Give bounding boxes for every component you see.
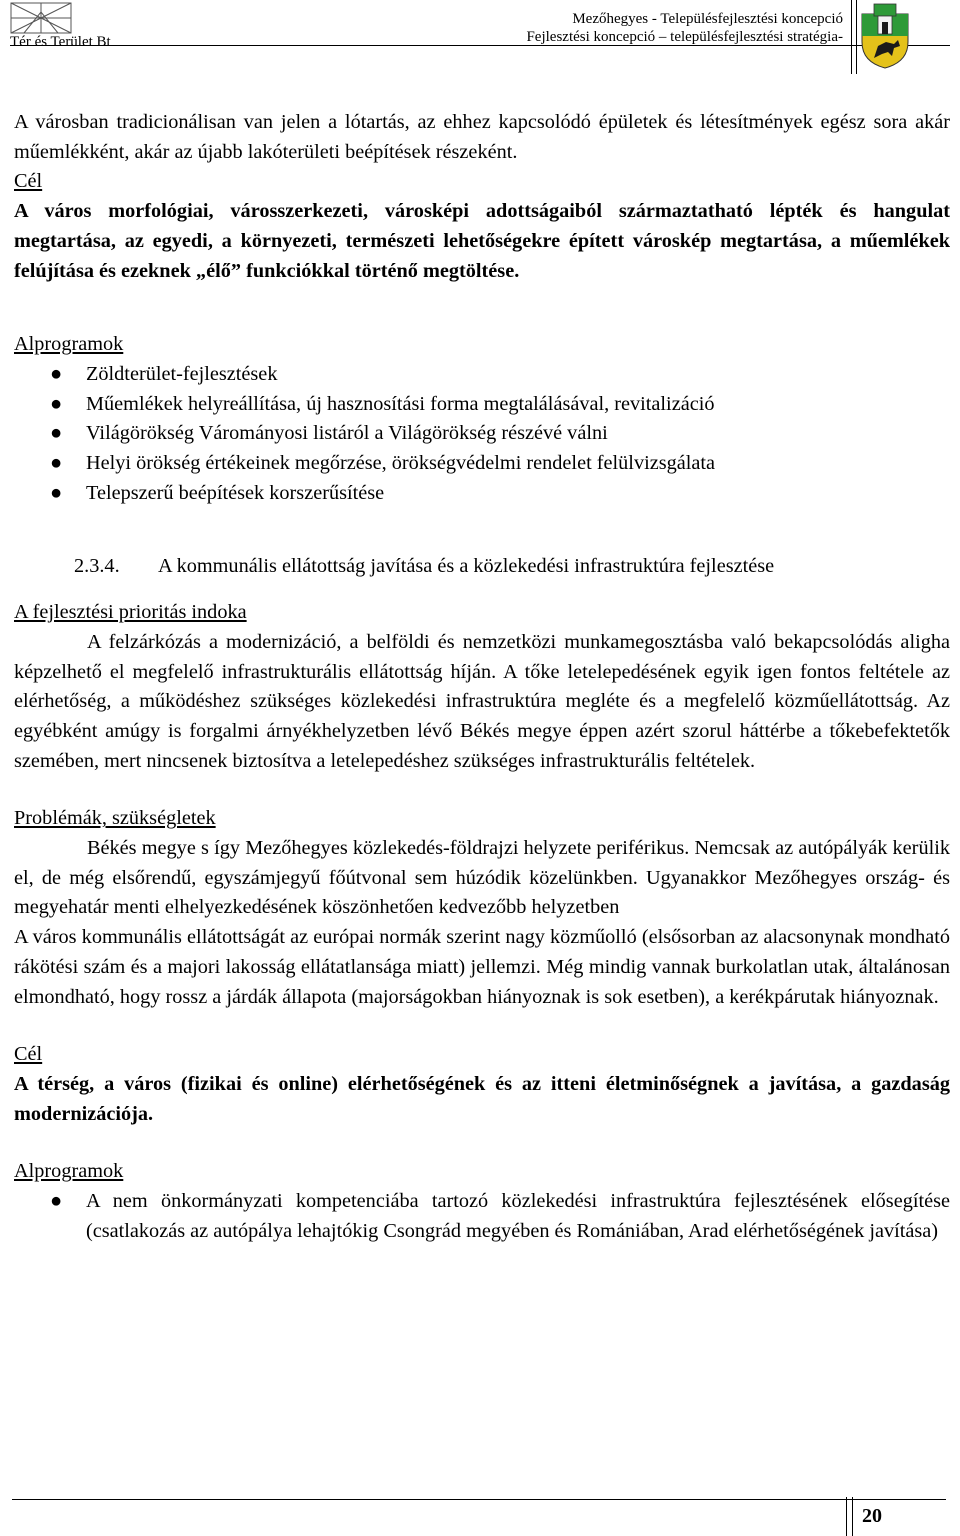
problems-paragraph-1: Békés megye s így Mezőhegyes közlekedés-földrajzi helyzete periférikus. Nemcsak az autópályák kerülik el, de még elsőrendű, egyszámjegyű főútvonal sem húzódik közelünkben. Ugyanakkor Mezőhegyes ország- és megyehatár menti elhelyezkedésének köszönhetően kedvezőbb helyzetben — [14, 837, 950, 919]
header-divider — [856, 0, 857, 74]
footer-divider — [852, 1497, 853, 1536]
goal-label: Cél — [14, 170, 43, 193]
list-item: ● Zöldterület-fejlesztések — [14, 360, 950, 390]
goal-label: Cél — [14, 1043, 43, 1066]
header-rule — [10, 45, 950, 46]
company-name: Tér és Terület Bt — [10, 34, 111, 50]
page-number: 20 — [862, 1505, 882, 1527]
bullet-icon: ● — [50, 481, 63, 504]
page-content — [14, 108, 950, 1247]
bullet-icon: ● — [50, 452, 63, 475]
document-title-line1: Mezőhegyes - Településfejlesztési koncepció — [572, 11, 843, 27]
page-footer — [0, 1497, 960, 1536]
goal-text: A térség, a város (fizikai és online) elérhetőségének és az itteni életminőségnek a javítása, a gazdaság modernizációja. — [14, 1072, 950, 1125]
list-item: ● Világörökség Várományosi listáról a Világörökség részévé válni — [14, 419, 950, 449]
intro-paragraph: A városban tradicionálisan van jelen a lótartás, az ehhez kapcsolódó épületek és létesítmények egész sora akár műemlékként, akár az újabb lakóterületi beépítések részeként. — [14, 111, 950, 163]
subprogram-list — [14, 360, 950, 509]
subprograms-label: Alprogramok — [14, 333, 124, 356]
subprogram-list — [14, 1187, 950, 1246]
document-title-line2: Fejlesztési koncepció – településfejlesztési stratégia- — [526, 29, 843, 45]
document-title — [526, 10, 843, 46]
section-title: A kommunális ellátottság javítása és a közlekedési infrastruktúra fejlesztése — [158, 555, 775, 578]
bullet-icon: ● — [50, 392, 63, 415]
problems-label: Problémák, szükségletek — [14, 807, 216, 830]
section-heading — [14, 552, 950, 582]
problems-paragraph-2: A város kommunális ellátottságát az európai normák szerint nagy közműolló (elsősorban az alacsonynak mondható rákötési szám és a majori lakosság ellátatlansága miatt) jellemzi. Még mindig vannak burkolatlan utak, általánosan elmondható, hogy rossz a járdák állapota (majorságokban hiányoznak is sok esetben), a kerékpárutak hiányoznak. — [14, 926, 950, 1008]
subprograms-label: Alprogramok — [14, 1160, 124, 1183]
town-crest-icon — [860, 2, 910, 70]
list-item: ● Telepszerű beépítések korszerűsítése — [14, 479, 950, 509]
bullet-icon: ● — [50, 1190, 63, 1213]
bullet-icon: ● — [50, 422, 63, 445]
list-item: ● Műemlékek helyreállítása, új hasznosítási forma megtalálásával, revitalizáció — [14, 390, 950, 420]
footer-divider — [846, 1497, 847, 1536]
footer-rule — [12, 1499, 946, 1500]
rationale-label: A fejlesztési prioritás indoka — [14, 601, 247, 624]
goal-text: A város morfológiai, városszerkezeti, városképi adottságaiból származtatható lépték és hangulat megtartása, az egyedi, a környezeti, természeti lehetőségekre épített városkép megtartása, a műemlékek felújítása és ezeknek „élő” funkciókkal történő megtöltése. — [14, 200, 950, 282]
list-item: ● A nem önkormányzati kompetenciába tartozó közlekedési infrastruktúra fejlesztésének elősegítése (csatlakozás az autópálya lehajtókig Csongrád megyében és Romániában, Arad elérhetőségének javítása) — [14, 1187, 950, 1246]
list-item: ● Helyi örökség értékeinek megőrzése, örökségvédelmi rendelet felülvizsgálata — [14, 449, 950, 479]
section-number: 2.3.4. — [74, 555, 120, 578]
page-header — [0, 0, 960, 76]
header-divider — [851, 0, 852, 74]
bullet-icon: ● — [50, 362, 63, 385]
rationale-paragraph: A felzárkózás a modernizáció, a belföldi és nemzetközi munkamegosztásba való bekapcsolódás aligha képzelhető el megfelelő infrastrukturális ellátottság híján. A tőke letelepedésének egyik igen fontos feltétele az elérhetőség, a működéshez szükséges közlekedési infrastruktúra megléte és a megfelelő közműellátottság. Az egyébként amúgy is forgalmi árnyékhelyzetben lévő Békés megye éppen azért szorul háttérbe a tőkebefektetők szemében, mert nincsenek biztosítva a letelepedéshez szükséges infrastrukturális feltételek. — [14, 630, 950, 772]
